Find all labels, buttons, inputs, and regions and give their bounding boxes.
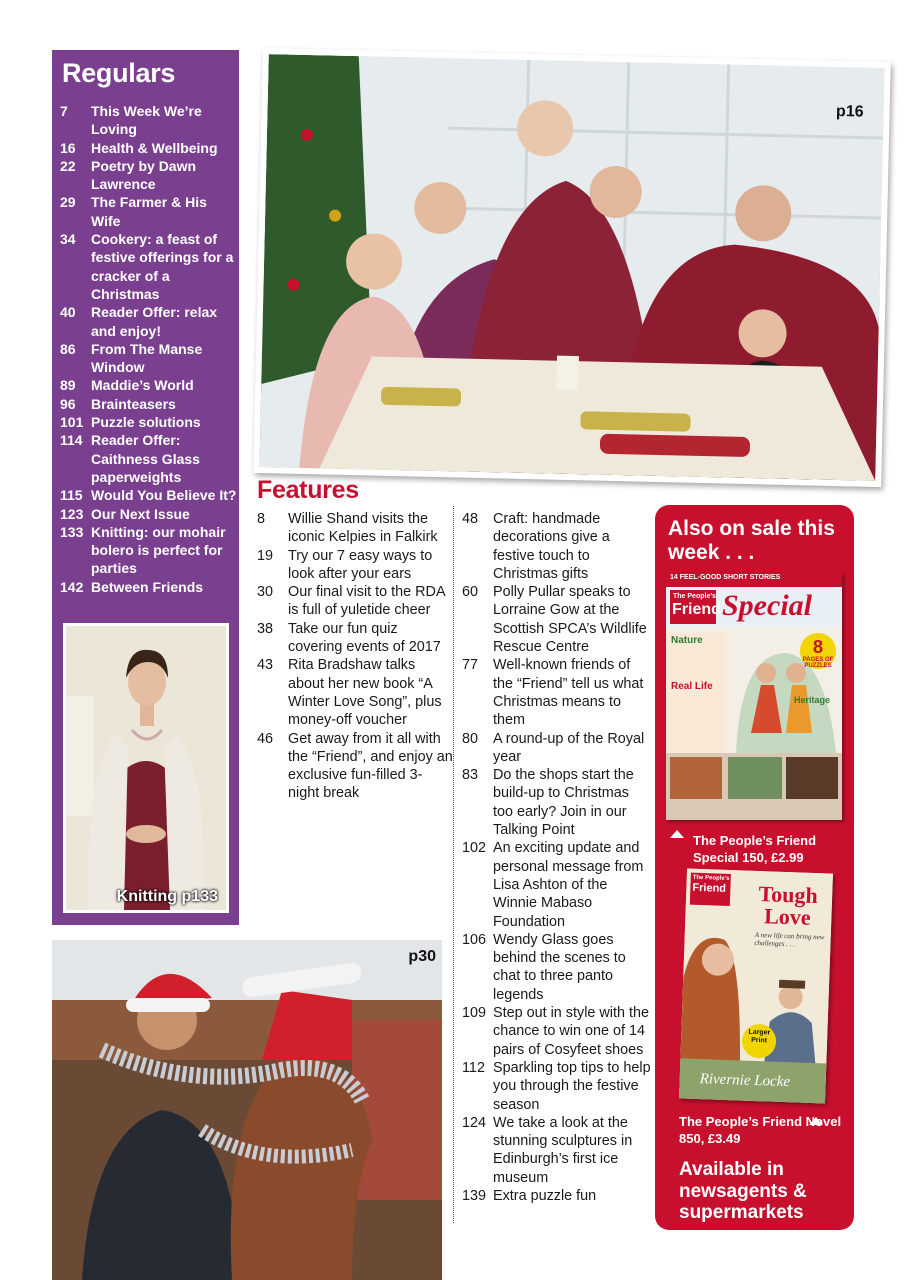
list-item: 43 Rita Bradshaw talks about her new book “A Winter Love Song”, plus money-off voucher — [257, 657, 442, 729]
page-reference-label: p30 — [408, 948, 436, 965]
list-item: 8 Willie Shand visits the iconic Kelpies in Falkirk — [257, 511, 438, 546]
list-item: 19 Try our 7 easy ways to look after your ears — [257, 547, 433, 582]
list-item: 77 Well-known friends of the “Friend” tell us what Christmas means to them — [462, 657, 644, 729]
features-list-left — [257, 510, 453, 803]
cover-badge-text: PAGES OF PUZZLES — [802, 657, 834, 669]
knitting-photo-label: Knitting p133 — [116, 888, 218, 905]
list-item: 124 We take a look at the stunning sculptures in Edinburgh’s first ice museum — [462, 1114, 633, 1186]
also-on-sale-title: Also on sale this week . . . — [668, 517, 835, 564]
special-magazine-cover — [666, 573, 842, 820]
family-dinner-illustration — [259, 54, 884, 481]
list-item: 46 Get away from it all with the “Friend”, and enjoy an exclusive fun-filled 3-night break — [257, 730, 453, 802]
list-item: 29 The Farmer & His Wife — [60, 194, 207, 229]
novel-tagline: A new life can bring new challenges . . . — [754, 930, 825, 949]
list-item: 40 Reader Offer: relax and enjoy! — [60, 304, 218, 339]
availability-text: Available in newsagents & supermarkets — [679, 1159, 807, 1223]
regulars-panel — [52, 50, 239, 925]
also-on-sale-panel — [655, 505, 854, 1230]
features-list-right — [462, 510, 652, 1205]
pony-illustration — [52, 940, 442, 1280]
list-item: 60 Polly Pullar speaks to Lorraine Gow at the Scottish SPCA’s Wildlife Rescue Centre — [462, 584, 647, 656]
list-item: 109 Step out in style with the chance to win one of 14 pairs of Cosyfeet shoes — [462, 1005, 649, 1058]
list-item: 86 From The Manse Window — [60, 340, 203, 376]
list-item: 22 Poetry by Dawn Lawrence — [60, 157, 197, 193]
novel-masthead-small: The People’s — [692, 874, 730, 883]
column-divider — [453, 506, 454, 1223]
novel-caption: The People’s Friend Novel 850, £3.49 — [679, 1114, 842, 1146]
list-item: 7 This Week We’re Loving — [60, 103, 202, 138]
cover-banner: 14 FEEL-GOOD SHORT STORIES — [670, 574, 781, 581]
list-item: 16 Health & Wellbeing — [60, 139, 218, 156]
special-caption: The People’s Friend Special 150, £2.99 — [693, 833, 817, 865]
list-item: 83 Do the shops start the build-up to Christmas too early? Join in our Talking Point — [462, 767, 634, 839]
list-item: 142 Between Friends — [60, 578, 204, 595]
list-item: 34 Cookery: a feast of festive offerings for a cracker of a Christmas — [60, 231, 234, 302]
knitting-model-illustration — [66, 626, 226, 910]
cover-special-title: Special — [722, 589, 812, 622]
list-item: 139 Extra puzzle fun — [462, 1187, 597, 1204]
list-item: 114 Reader Offer: Caithness Glass paperweights — [60, 432, 200, 485]
regulars-title: Regulars — [62, 58, 176, 88]
list-item: 38 Take our fun quiz covering events of 2017 — [257, 620, 441, 656]
novel-author: Rivernie Locke — [699, 1071, 791, 1091]
list-item: 112 Sparkling top tips to help you through the festive season — [462, 1059, 651, 1113]
regulars-list — [60, 102, 238, 596]
page-reference-label: p16 — [835, 102, 864, 121]
list-item: 101 Puzzle solutions — [60, 414, 201, 431]
cover-masthead-small: The People’s — [673, 593, 716, 600]
features-title: Features — [257, 476, 359, 504]
list-item: 115 Would You Believe It? — [60, 487, 237, 504]
cover-nature-label: Nature — [671, 635, 703, 646]
larger-print-badge: Larger Print — [748, 1028, 771, 1045]
cover-heritage-label: Heritage — [794, 695, 831, 705]
novel-title: Tough Love — [758, 881, 819, 930]
knitting-photo — [63, 623, 229, 913]
arrow-up-icon — [670, 830, 684, 838]
cover-badge-number: 8 — [812, 637, 823, 657]
arrow-up-icon — [809, 1117, 823, 1125]
list-item: 102 An exciting update and personal message from Lisa Ashton of the Winnie Mabaso Foundation — [462, 840, 644, 930]
list-item: 48 Craft: handmade decorations give a festive touch to Christmas gifts — [462, 511, 610, 582]
list-item: 133 Knitting: our mohair bolero is perfect for parties — [60, 523, 226, 577]
novel-magazine-cover — [679, 869, 833, 1104]
family-christmas-photo — [253, 48, 890, 487]
list-item: 80 A round-up of the Royal year — [462, 730, 645, 765]
cover-real-life-label: Real Life — [671, 681, 713, 692]
list-item: 106 Wendy Glass goes behind the scenes to chat to three panto legends — [462, 931, 626, 1003]
novel-masthead: Friend — [692, 881, 727, 895]
list-item: 30 Our final visit to the RDA is full of yuletide cheer — [257, 584, 445, 619]
list-item: 96 Brainteasers — [60, 395, 176, 412]
list-item: 89 Maddie’s World — [60, 377, 194, 394]
list-item: 123 Our Next Issue — [60, 505, 190, 522]
pony-santa-hat-photo — [52, 940, 442, 1280]
cover-masthead: Friend — [672, 601, 721, 618]
